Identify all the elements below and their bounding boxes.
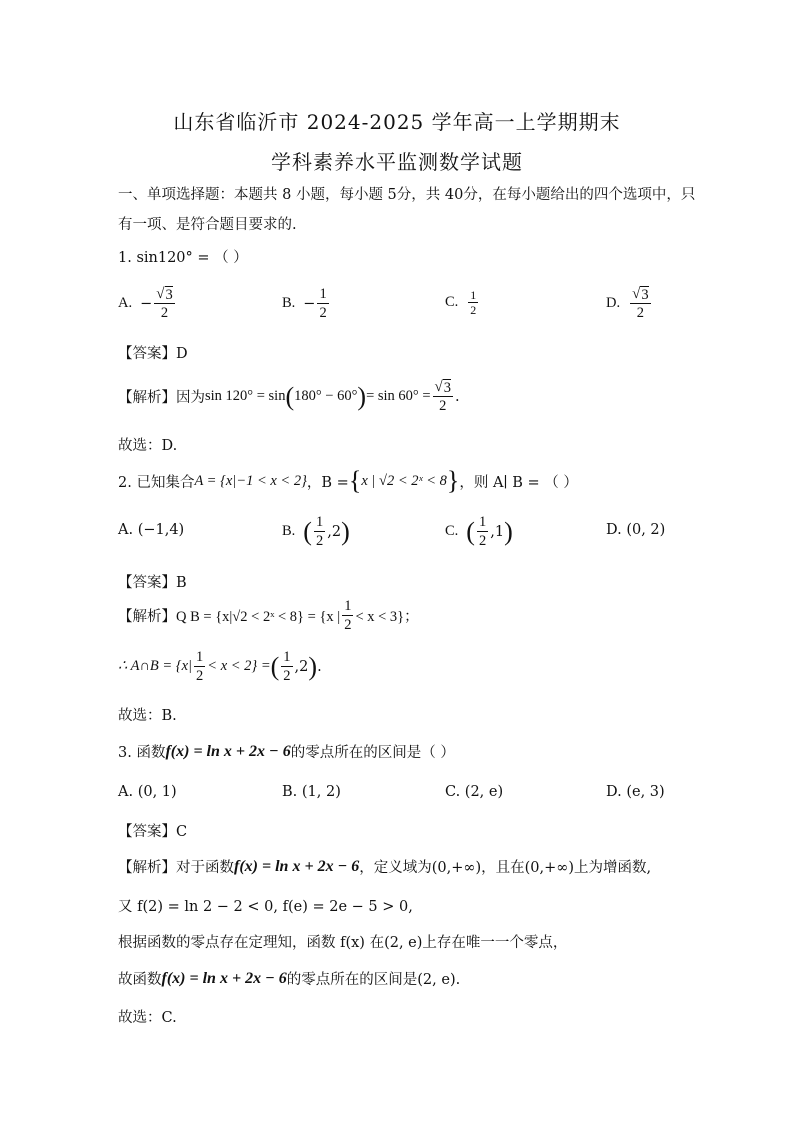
question-1-stem: 1. sin120° = （ ） (118, 250, 248, 266)
q2-option-d: D. (0, 2) (606, 522, 666, 538)
page-title: 山东省临沂市 2024-2025 学年高一上学期期末 (173, 110, 621, 134)
fraction: √ 3 2 (632, 286, 649, 321)
fraction: $\frac{1}{2}$ (344, 598, 352, 633)
section-instructions-line2: 有一项、是符合题目要求的. (118, 217, 297, 233)
q2-answer: 【答案】B (118, 575, 187, 591)
question-2-stem: 2. 已知集合 A = {x|−1 < x < 2} ，B = { x | √2 < 2ˣ < 8 } ，则 A∣ B = （ ） (118, 466, 578, 495)
q2-option-b: B. ( $\frac{1}{2}$ ,2 ) (282, 514, 350, 549)
q3-option-d: D. (e, 3) (606, 784, 665, 800)
question-3-stem: 3. 函数 f(x) = ln x + 2x − 6 的零点所在的区间是（ ） (118, 742, 455, 761)
q3-option-c: C. (2, e) (445, 784, 504, 800)
q2-conclusion: 故选：B. (118, 708, 177, 724)
q3-option-b: B. (1, 2) (282, 784, 341, 800)
fraction: √ 3 2 (156, 286, 173, 321)
q1-option-a: A. − √ 3 2 (118, 286, 173, 321)
q1-conclusion: 故选：D. (118, 438, 178, 454)
q1-option-d: D. √ 3 2 (606, 286, 649, 321)
q1-explanation: 【解析】因为 sin 120° = sin ( 180° − 60° ) = sin 60° = √ 3 2 . (118, 379, 460, 414)
q2-explanation-line2: ∴ A∩B = {x| $\frac{1}{2}$ < x < 2} = ( $\frac{1}{2}$ ,2 ) . (118, 649, 322, 684)
q2-option-a: A. (−1,4) (118, 522, 185, 538)
q1-option-c: C. $\frac{1}{2}$ (445, 288, 477, 317)
page-subtitle: 学科素养水平监测数学试题 (271, 150, 523, 174)
q3-explanation-line3: 根据函数的零点存在定理知，函数 f(x) 在(2, e)上存在唯一一个零点， (118, 935, 568, 951)
q2-explanation-line1: 【解析】Q B = {x|√2 < 2ˣ < 8} = {x | $\frac{1}{2}$ < x < 3}； (118, 598, 419, 633)
section-instructions-line1: 一、单项选择题：本题共 8 小题，每小题 5分，共 40分，在每小题给出的四个选项中，只 (118, 187, 696, 203)
q1-answer: 【答案】D (118, 346, 188, 362)
q1-option-b: B. − $\frac{1}{2}$ (282, 286, 327, 321)
fraction: $\frac{1}{2}$ (283, 649, 291, 684)
fraction: $\frac{1}{2}$ (196, 649, 204, 684)
fraction: √ 3 2 (434, 379, 452, 414)
fraction: $\frac{1}{2}$ (315, 514, 324, 549)
fraction: $\frac{1}{2}$ (319, 286, 327, 321)
q3-answer: 【答案】C (118, 824, 188, 840)
q3-conclusion: 故选：C. (118, 1010, 177, 1026)
q3-explanation-line4: 故函数 f(x) = ln x + 2x − 6 的零点所在的区间是(2, e). (118, 969, 461, 988)
q3-explanation-line1: 【解析】对于函数 f(x) = ln x + 2x − 6 ，定义域为(0,+∞)，且在(0,+∞)上为增函数, (118, 857, 652, 876)
q3-explanation-line2: 又 f(2) = ln 2 − 2 < 0, f(e) = 2e − 5 > 0, (118, 899, 413, 915)
q3-option-a: A. (0, 1) (118, 784, 177, 800)
q2-option-c: C. ( $\frac{1}{2}$ ,1 ) (445, 514, 513, 549)
fraction: $\frac{1}{2}$ (470, 288, 477, 317)
fraction: $\frac{1}{2}$ (478, 514, 487, 549)
